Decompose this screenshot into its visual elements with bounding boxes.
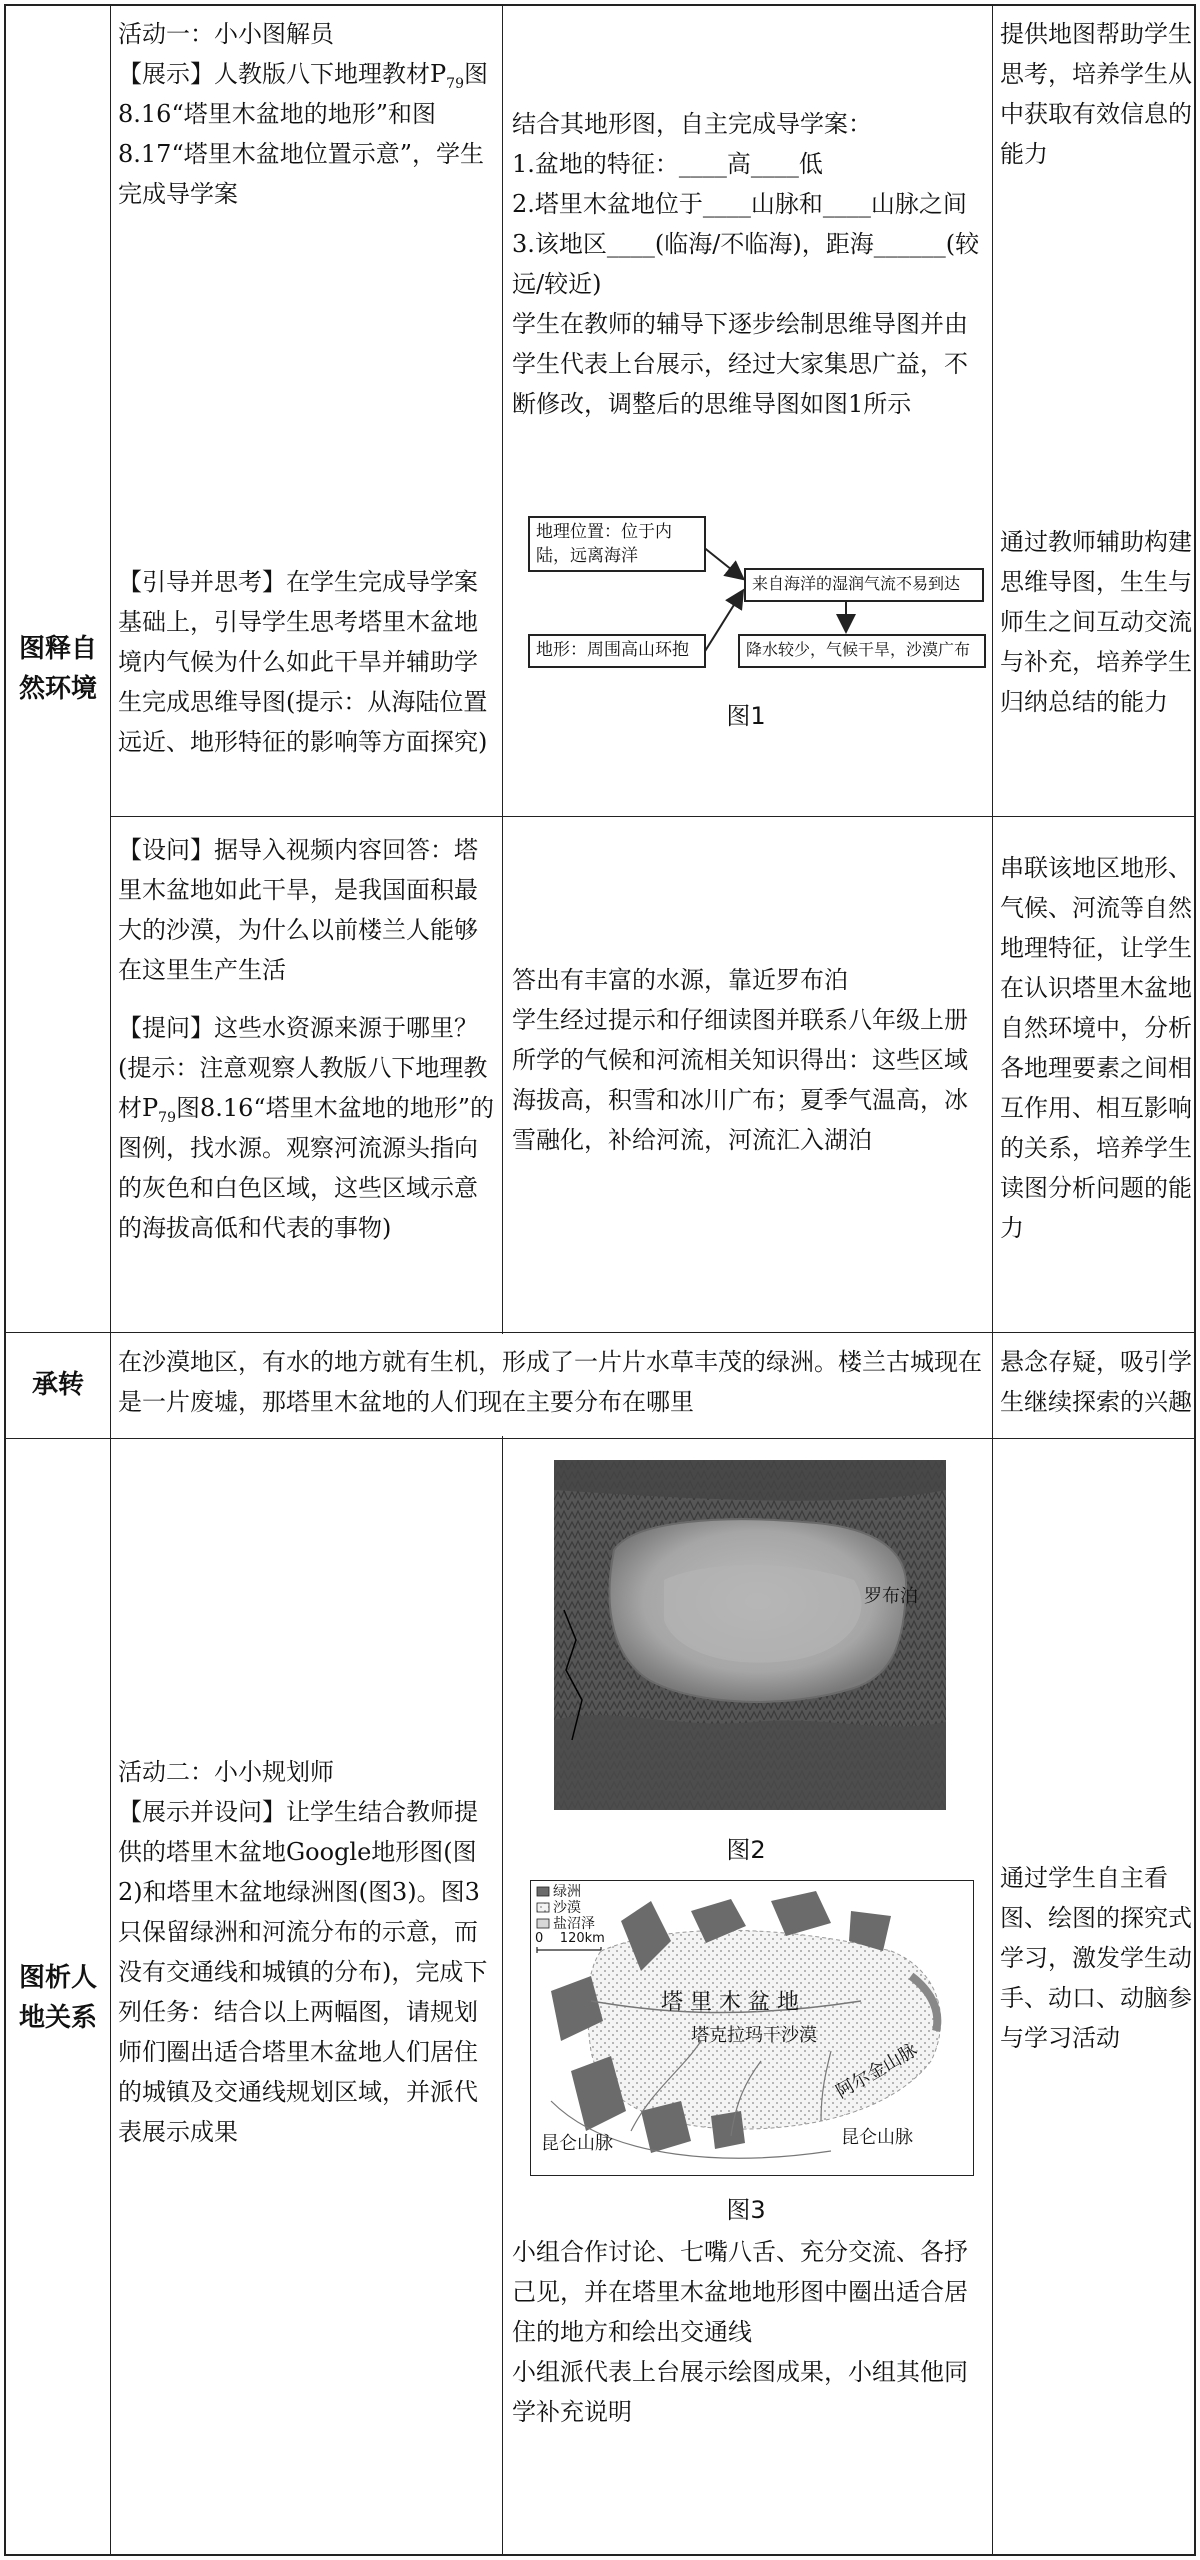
legend-salt-marsh: 盐沼泽 (553, 1916, 595, 1932)
col-divider (110, 6, 111, 2554)
intent-1: 提供地图帮助学生思考，培养学生从中获取有效信息的能力 (1000, 20, 1192, 168)
student-intro: 结合其地形图，自主完成导学案： (512, 110, 872, 138)
question-2: 2.塔里木盆地位于____山脉和____山脉之间 (512, 190, 967, 218)
stage-label: 图析人地关系 (18, 1963, 97, 2033)
teacher-prompt: 【提问】这些水资源来源于哪里？(提示：注意观察人教版八下地理教材$P_{79}$图8.16“塔里木盆地的地形”的图例，找水源。观察河流源头指向的灰色和白色区域，这些区域示意的海拔高低和代表的事物) (118, 1014, 494, 1242)
teacher-activity-1 (118, 14, 496, 214)
lesson-table (4, 4, 1196, 2556)
mind-map-result-box: 降水较少，气候干旱，沙漠广布 (738, 634, 986, 668)
mind-map-terrain-box: 地形：周围高山环抱 (528, 634, 706, 668)
teacher-instruction: 【展示】人教版八下地理教材$P_{79}$图8.16“塔里木盆地的地形”和图8.17“塔里木盆地位置示意”，学生完成导学案 (118, 60, 488, 208)
kunlun-mountains-label-west: 昆仑山脉 (541, 2133, 613, 2154)
intent-3: 串联该地区地形、气候、河流等自然地理特征，让学生在认识塔里木盆地自然环境中，分析各地理要素之间相互作用、相互影响的关系，培养学生读图分析问题的能力 (1000, 854, 1192, 1242)
teacher-guide (118, 562, 496, 762)
figure-2-caption: 图2 (726, 1836, 766, 1864)
intent-4: 悬念存疑，吸引学生继续探索的兴趣 (1000, 1348, 1192, 1416)
figure-3-caption: 图3 (726, 2196, 766, 2224)
teacher-question: 【设问】据导入视频内容回答：塔里木盆地如此干旱，是我国面积最大的沙漠，为什么以前楼兰人能够在这里生产生活 (118, 836, 478, 984)
altun-mountains-label: 阿尔金山脉 (832, 2039, 921, 2103)
map-scale: 0 120km (535, 1931, 605, 1946)
col-divider (502, 6, 503, 2554)
teacher-activity-2: 活动二：小小规划师 【展示并设问】让学生结合教师提供的塔里木盆地Google地形图(图2)和塔里木盆地绿洲图(图3)。图3只保留绿洲和河流分布的示意，而没有交通线和城镇的分布)，完成下列任务：结合以上两幅图，请规划师们圈出适合塔里木盆地人们居住的城镇及交通线规划区域，并派代表展示成果 (118, 1752, 496, 2152)
stage-label: 图释自然环境 (18, 634, 97, 704)
basin-label: 塔 里 木 盆 地 (661, 1990, 799, 2015)
question-1: 1.盆地的特征：____高____低 (512, 150, 823, 178)
figure-1-caption: 图1 (726, 702, 766, 730)
stage-cell-nature (6, 6, 110, 1332)
mind-map-location-box: 地理位置：位于内陆，远离海洋 (528, 516, 706, 572)
intent-2: 通过教师辅助构建思维导图，生生与师生之间互动交流与补充，培养学生归纳总结的能力 (1000, 528, 1192, 716)
stage-cell-transition (6, 1332, 110, 1438)
legend-oasis: 绿洲 (553, 1884, 581, 1900)
row-divider (6, 1332, 1194, 1333)
oasis-map-figure (530, 1880, 974, 2176)
legend-desert: 沙漠 (553, 1900, 581, 1916)
kunlun-mountains-label-east: 昆仑山脉 (841, 2127, 913, 2148)
col-divider (992, 6, 993, 2554)
mind-map-figure (506, 506, 990, 746)
row-divider (110, 816, 1194, 817)
terrain-map-figure (554, 1460, 946, 1810)
lop-nur-label: 罗布泊 (864, 1586, 918, 1607)
student-activity-2: 小组合作讨论、七嘴八舌、充分交流、各抒己见，并在塔里木盆地地形图中圈出适合居住的地方和绘出交通线 小组派代表上台展示绘图成果，小组其他同学补充说明 (512, 2238, 968, 2426)
intent-5: 通过学生自主看图、绘图的探究式学习，激发学生动手、动口、动脑参与学习活动 (1000, 1864, 1192, 2052)
student-paragraph: 学生在教师的辅导下逐步绘制思维导图并由学生代表上台展示，经过大家集思广益，不断修改，调整后的思维导图如图1所示 (512, 310, 968, 418)
student-answer-2: 答出有丰富的水源，靠近罗布泊 学生经过提示和仔细读图并联系八年级上册所学的气候和河流相关知识得出：这些区域海拔高，积雪和冰川广布；夏季气温高，冰雪融化，补给河流，河流汇入湖泊 (512, 966, 968, 1154)
teacher-guide-text: 【引导并思考】在学生完成导学案基础上，引导学生思考塔里木盆地境内气候为什么如此干旱并辅助学生完成思维导图(提示：从海陆位置远近、地形特征的影响等方面探究) (118, 568, 488, 756)
terrain-map-image (554, 1460, 946, 1810)
stage-label: 承转 (31, 1370, 84, 1400)
stage-cell-human-land (6, 1438, 110, 2558)
question-3: 3.该地区____(临海/不临海)，距海______(较远/较近) (512, 230, 980, 298)
desert-label: 塔克拉玛干沙漠 (691, 2025, 817, 2046)
student-activity-1 (512, 104, 986, 424)
activity-title: 活动一：小小图解员 (118, 20, 334, 48)
activity-title: 活动二：小小规划师 (118, 1758, 334, 1786)
transition-text: 在沙漠地区，有水的地方就有生机，形成了一片片水草丰茂的绿洲。楼兰古城现在是一片废墟，那塔里木盆地的人们现在主要分布在哪里 (118, 1348, 982, 1416)
mind-map-airflow-box: 来自海洋的湿润气流不易到达 (744, 568, 984, 602)
row-divider (6, 1438, 1194, 1439)
